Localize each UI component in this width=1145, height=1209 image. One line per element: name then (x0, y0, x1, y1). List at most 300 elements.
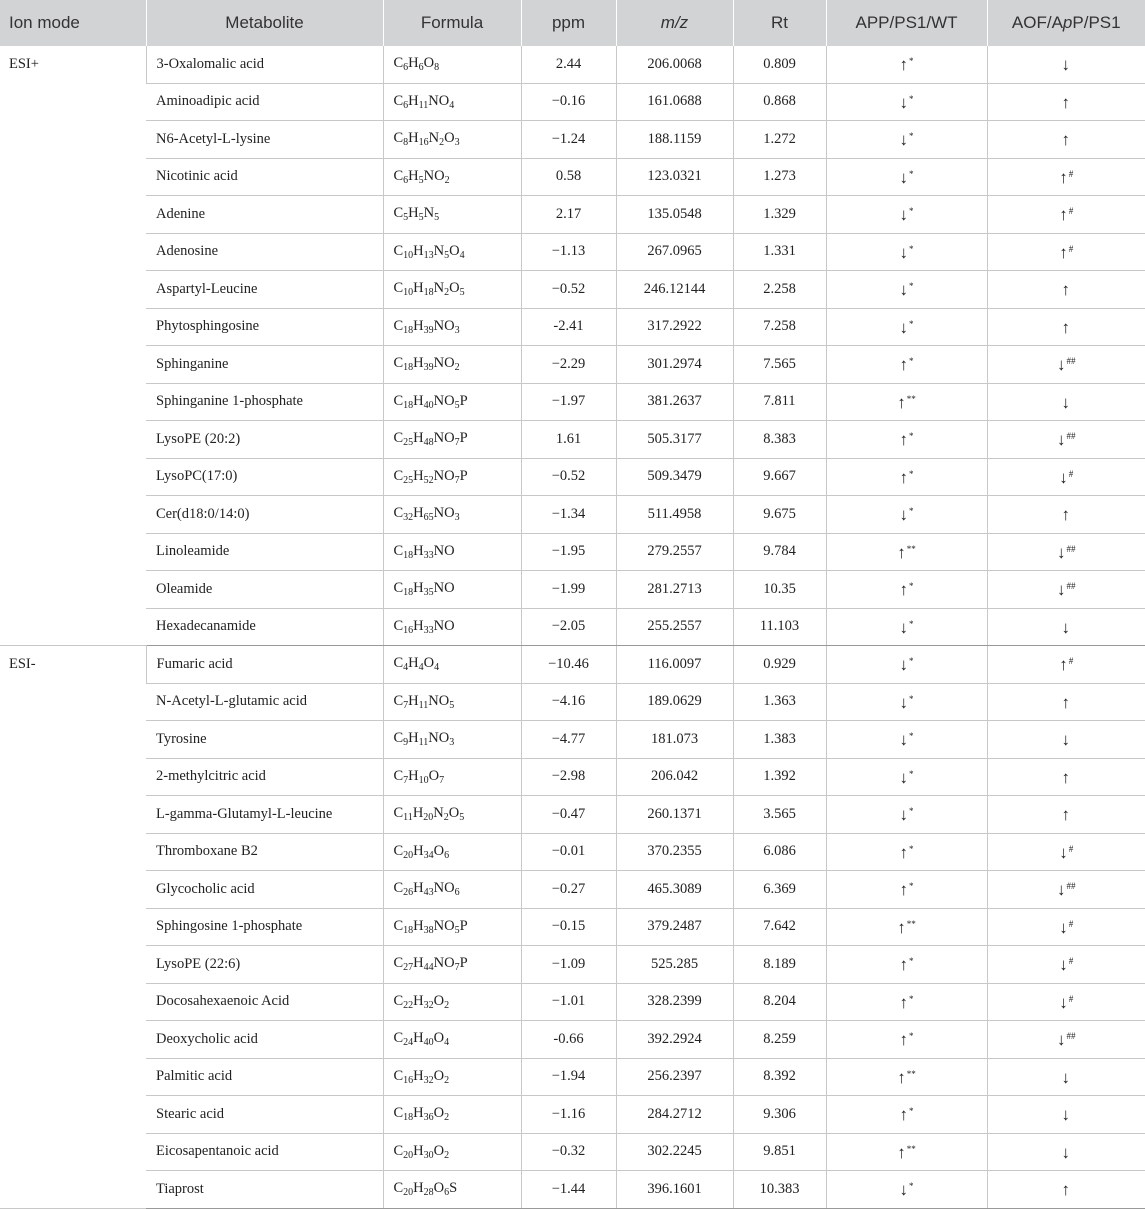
formula-subscript: 26 (403, 887, 414, 899)
formula-element: C (393, 767, 404, 784)
aof-app-ps1-cell (987, 1058, 1145, 1096)
metabolite-cell: LysoPC(17:0) (146, 458, 383, 496)
table-row (0, 833, 1145, 871)
mz-cell: 317.2922 (616, 308, 733, 346)
formula-subscript: 18 (403, 587, 414, 599)
table-row (0, 308, 1145, 346)
aof-app-ps1-cell (987, 1021, 1145, 1059)
rt-cell: 1.363 (733, 683, 826, 721)
app-ps1-wt-cell (826, 571, 987, 609)
mz-cell: 123.0321 (616, 158, 733, 196)
header-app-ps1-wt: APP/PS1/WT (826, 0, 987, 46)
down-arrow-icon: ↓ (1061, 730, 1070, 750)
formula-element: NO (433, 505, 455, 522)
down-arrow-icon: ↓ (899, 242, 908, 262)
formula-subscript: 16 (403, 624, 414, 636)
formula-element: H (413, 505, 424, 522)
formula-subscript: 7 (403, 699, 409, 711)
aof-app-ps1-cell (987, 383, 1145, 421)
up-arrow-icon: ↑ (1061, 692, 1070, 712)
formula-element: C (393, 880, 404, 897)
formula-element: NO (428, 730, 450, 747)
formula-subscript: 10 (418, 774, 429, 786)
ppm-cell: −1.13 (521, 233, 616, 271)
formula-element: H (408, 167, 419, 184)
table-row (0, 46, 1145, 83)
metabolite-cell: LysoPE (20:2) (146, 421, 383, 459)
formula-subscript: 40 (423, 1037, 434, 1049)
app-ps1-wt-cell (826, 421, 987, 459)
down-arrow-icon: ↓ (1061, 1105, 1070, 1125)
ppm-cell: −1.24 (521, 121, 616, 159)
down-arrow-icon: ↓ (1061, 55, 1070, 75)
ppm-cell: -0.66 (521, 1021, 616, 1059)
down-arrow-icon: ↓ (1057, 1030, 1066, 1050)
up-arrow-icon: ↑ (899, 1105, 908, 1125)
significance-mark: # (1068, 243, 1074, 254)
metabolite-cell: 2-methylcitric acid (146, 758, 383, 796)
formula-element: O (433, 1105, 445, 1122)
rt-cell: 1.383 (733, 721, 826, 759)
header-metabolite: Metabolite (146, 0, 383, 46)
formula-subscript: 7 (454, 437, 460, 449)
formula-element: H (413, 392, 424, 409)
metabolite-cell: Nicotinic acid (146, 158, 383, 196)
significance-mark: ** (906, 918, 916, 929)
formula-element: C (393, 842, 404, 859)
significance-mark: * (909, 993, 914, 1004)
mz-cell: 188.1159 (616, 121, 733, 159)
formula-cell (383, 46, 521, 83)
formula-element: N (433, 805, 444, 822)
formula-element: O (423, 55, 435, 72)
formula-element: C (393, 467, 404, 484)
mz-cell: 511.4958 (616, 496, 733, 534)
formula-subscript: 7 (454, 962, 460, 974)
metabolite-cell: Aspartyl-Leucine (146, 271, 383, 309)
formula-cell (383, 758, 521, 796)
down-arrow-icon: ↓ (1057, 580, 1066, 600)
formula-element: H (413, 992, 424, 1009)
aof-app-ps1-cell (987, 758, 1145, 796)
formula-element: H (413, 617, 424, 634)
app-ps1-wt-cell (826, 271, 987, 309)
table-row (0, 383, 1145, 421)
mz-cell: 255.2557 (616, 608, 733, 646)
significance-mark: ## (1066, 581, 1076, 592)
metabolite-cell: Aminoadipic acid (146, 83, 383, 121)
formula-element: C (393, 130, 404, 147)
aof-app-ps1-cell (987, 533, 1145, 571)
metabolite-cell: Fumaric acid (146, 646, 383, 684)
app-ps1-wt-cell (826, 1096, 987, 1134)
up-arrow-icon: ↑ (899, 580, 908, 600)
formula-cell (383, 908, 521, 946)
formula-element: NO (433, 392, 455, 409)
table-row (0, 1058, 1145, 1096)
rt-cell: 7.565 (733, 346, 826, 384)
table-row (0, 796, 1145, 834)
formula-subscript: 11 (418, 99, 429, 111)
formula-element: N (433, 280, 445, 297)
down-arrow-icon: ↓ (1059, 917, 1068, 937)
formula-element: H (408, 55, 419, 72)
formula-element: NO (433, 580, 455, 597)
significance-mark: ## (1066, 431, 1076, 442)
formula-element: C (393, 1105, 404, 1122)
formula-element: C (393, 955, 404, 972)
ppm-cell: −2.29 (521, 346, 616, 384)
formula-element: O (448, 805, 460, 822)
header-aof-app-ps1 (987, 0, 1145, 46)
significance-mark: * (909, 356, 914, 367)
formula-element: H (408, 730, 419, 747)
app-ps1-wt-cell (826, 346, 987, 384)
significance-mark: * (909, 168, 914, 179)
up-arrow-icon: ↑ (899, 992, 908, 1012)
mz-cell: 206.0068 (616, 46, 733, 83)
up-arrow-icon: ↑ (1061, 805, 1070, 825)
ppm-cell: −0.16 (521, 83, 616, 121)
formula-cell (383, 683, 521, 721)
formula-cell (383, 571, 521, 609)
formula-cell (383, 346, 521, 384)
formula-subscript: 4 (434, 662, 440, 674)
significance-mark: * (909, 206, 914, 217)
formula-subscript: 16 (418, 137, 429, 149)
formula-cell (383, 121, 521, 159)
formula-element: P (459, 955, 468, 972)
aof-app-ps1-cell (987, 83, 1145, 121)
down-arrow-icon: ↓ (1061, 392, 1070, 412)
formula-subscript: 28 (423, 1187, 434, 1199)
app-ps1-wt-cell (826, 721, 987, 759)
aof-app-ps1-cell (987, 1096, 1145, 1134)
table-row (0, 571, 1145, 609)
metabolite-cell: Eicosapentanoic acid (146, 1133, 383, 1171)
aof-app-ps1-cell (987, 983, 1145, 1021)
formula-element: C (393, 1067, 404, 1084)
formula-subscript: 9 (403, 737, 409, 749)
formula-element: H (408, 692, 419, 709)
formula-element: NO (433, 617, 455, 634)
formula-subscript: 34 (423, 849, 434, 861)
aof-app-ps1-cell (987, 721, 1145, 759)
ppm-cell: −4.77 (521, 721, 616, 759)
down-arrow-icon: ↓ (899, 167, 908, 187)
rt-cell: 1.331 (733, 233, 826, 271)
metabolite-cell: Stearic acid (146, 1096, 383, 1134)
rt-cell: 9.306 (733, 1096, 826, 1134)
formula-element: H (413, 430, 424, 447)
ppm-cell: 2.17 (521, 196, 616, 234)
table-row (0, 721, 1145, 759)
significance-mark: ## (1066, 881, 1076, 892)
up-arrow-icon: ↑ (1059, 242, 1068, 262)
formula-element: C (393, 205, 404, 222)
significance-mark: * (909, 881, 914, 892)
formula-element: P (459, 917, 468, 934)
app-ps1-wt-cell (826, 1171, 987, 1209)
rt-cell: 10.383 (733, 1171, 826, 1209)
formula-subscript: 39 (423, 362, 434, 374)
table-row (0, 608, 1145, 646)
rt-cell: 9.675 (733, 496, 826, 534)
formula-element: H (413, 842, 424, 859)
aof-app-ps1-cell (987, 233, 1145, 271)
ppm-cell: −10.46 (521, 646, 616, 684)
formula-element: C (393, 430, 404, 447)
formula-element: N (423, 205, 435, 222)
mz-cell: 465.3089 (616, 871, 733, 909)
formula-subscript: 6 (403, 62, 409, 74)
formula-cell (383, 383, 521, 421)
up-arrow-icon: ↑ (1059, 655, 1068, 675)
formula-subscript: 5 (403, 212, 409, 224)
significance-mark: ## (1066, 543, 1076, 554)
significance-mark: * (909, 731, 914, 742)
mz-cell: 301.2974 (616, 346, 733, 384)
down-arrow-icon: ↓ (1059, 992, 1068, 1012)
rt-cell: 0.809 (733, 46, 826, 83)
significance-mark: * (909, 131, 914, 142)
down-arrow-icon: ↓ (1061, 617, 1070, 637)
significance-mark: * (909, 1181, 914, 1192)
formula-subscript: 25 (403, 474, 414, 486)
app-ps1-wt-cell (826, 946, 987, 984)
formula-cell (383, 833, 521, 871)
table-row (0, 1171, 1145, 1209)
formula-element: H (413, 917, 424, 934)
formula-subscript: 2 (439, 137, 445, 149)
ion-mode-cell: ESI+ (0, 46, 146, 646)
down-arrow-icon: ↓ (899, 1180, 908, 1200)
formula-element: H (413, 880, 424, 897)
aof-app-ps1-cell (987, 871, 1145, 909)
formula-subscript: 36 (423, 1112, 434, 1124)
up-arrow-icon: ↑ (897, 917, 906, 937)
aof-app-ps1-cell (987, 271, 1145, 309)
metabolite-cell: Phytosphingosine (146, 308, 383, 346)
down-arrow-icon: ↓ (1057, 542, 1066, 562)
formula-subscript: 6 (454, 887, 460, 899)
up-arrow-icon: ↑ (899, 1030, 908, 1050)
formula-subscript: 65 (423, 512, 434, 524)
rt-cell: 2.258 (733, 271, 826, 309)
formula-subscript: 18 (423, 287, 434, 299)
up-arrow-icon: ↑ (899, 355, 908, 375)
mz-cell: 284.2712 (616, 1096, 733, 1134)
mz-cell: 116.0097 (616, 646, 733, 684)
formula-cell (383, 1058, 521, 1096)
significance-mark: # (1068, 468, 1074, 479)
ppm-cell: −0.15 (521, 908, 616, 946)
formula-element: C (393, 280, 404, 297)
formula-element: C (393, 992, 404, 1009)
formula-subscript: 44 (423, 962, 434, 974)
down-arrow-icon: ↓ (899, 317, 908, 337)
formula-element: C (393, 242, 404, 259)
formula-subscript: 32 (403, 512, 414, 524)
significance-mark: ## (1066, 1031, 1076, 1042)
ppm-cell: −1.44 (521, 1171, 616, 1209)
app-ps1-wt-cell (826, 758, 987, 796)
mz-cell: 161.0688 (616, 83, 733, 121)
up-arrow-icon: ↑ (1061, 505, 1070, 525)
metabolite-cell: LysoPE (22:6) (146, 946, 383, 984)
mz-cell: 396.1601 (616, 1171, 733, 1209)
formula-subscript: 32 (423, 1074, 434, 1086)
app-ps1-wt-cell (826, 233, 987, 271)
significance-mark: * (909, 281, 914, 292)
formula-subscript: 16 (403, 1074, 414, 1086)
formula-subscript: 18 (403, 549, 414, 561)
metabolite-cell: N6-Acetyl-L-lysine (146, 121, 383, 159)
formula-element: NO (433, 355, 455, 372)
up-arrow-icon: ↑ (1059, 205, 1068, 225)
table-row (0, 458, 1145, 496)
significance-mark: * (909, 431, 914, 442)
down-arrow-icon: ↓ (1057, 355, 1066, 375)
formula-element: C (393, 1180, 404, 1197)
formula-element: C (393, 580, 404, 597)
formula-element: C (393, 655, 404, 672)
aof-app-ps1-cell (987, 1171, 1145, 1209)
significance-mark: # (1068, 993, 1074, 1004)
app-ps1-wt-cell (826, 1058, 987, 1096)
down-arrow-icon: ↓ (899, 505, 908, 525)
table-row (0, 1096, 1145, 1134)
table-body (0, 46, 1145, 1208)
significance-mark: * (909, 581, 914, 592)
app-ps1-wt-cell (826, 46, 987, 83)
formula-element: C (393, 92, 404, 109)
formula-subscript: 3 (454, 512, 460, 524)
down-arrow-icon: ↓ (899, 730, 908, 750)
formula-subscript: 7 (403, 774, 409, 786)
formula-element: N (433, 242, 445, 259)
aof-app-ps1-cell (987, 196, 1145, 234)
significance-mark: # (1068, 168, 1074, 179)
app-ps1-wt-cell (826, 908, 987, 946)
mz-cell: 206.042 (616, 758, 733, 796)
formula-subscript: 4 (459, 249, 465, 261)
formula-cell (383, 1133, 521, 1171)
formula-element: H (413, 1105, 424, 1122)
formula-subscript: 2 (454, 362, 460, 374)
down-arrow-icon: ↓ (899, 692, 908, 712)
formula-subscript: 8 (434, 62, 440, 74)
down-arrow-icon: ↓ (899, 655, 908, 675)
app-ps1-wt-cell (826, 383, 987, 421)
formula-element: N (428, 130, 440, 147)
significance-mark: ** (906, 543, 916, 554)
formula-cell (383, 608, 521, 646)
aof-app-ps1-cell (987, 833, 1145, 871)
mz-cell: 281.2713 (616, 571, 733, 609)
formula-subscript: 2 (443, 812, 449, 824)
metabolite-cell: N-Acetyl-L-glutamic acid (146, 683, 383, 721)
ppm-cell: −1.97 (521, 383, 616, 421)
formula-subscript: 6 (444, 849, 450, 861)
significance-mark: * (909, 318, 914, 329)
mz-cell: 256.2397 (616, 1058, 733, 1096)
formula-element: C (393, 392, 404, 409)
formula-element: NO (433, 880, 455, 897)
metabolite-cell: Linoleamide (146, 533, 383, 571)
formula-subscript: 5 (418, 174, 424, 186)
down-arrow-icon: ↓ (899, 280, 908, 300)
rt-cell: 6.369 (733, 871, 826, 909)
rt-cell: 8.189 (733, 946, 826, 984)
formula-cell (383, 233, 521, 271)
formula-subscript: 4 (444, 1037, 450, 1049)
formula-subscript: 27 (403, 962, 414, 974)
formula-cell (383, 721, 521, 759)
rt-cell: 1.272 (733, 121, 826, 159)
formula-element: O (433, 1180, 445, 1197)
formula-element: O (444, 130, 455, 147)
formula-subscript: 3 (454, 137, 460, 149)
aof-app-ps1-cell (987, 908, 1145, 946)
formula-cell (383, 271, 521, 309)
rt-cell: 1.329 (733, 196, 826, 234)
ppm-cell: 0.58 (521, 158, 616, 196)
formula-subscript: 38 (423, 924, 434, 936)
formula-subscript: 20 (423, 812, 434, 824)
up-arrow-icon: ↑ (897, 392, 906, 412)
formula-subscript: 10 (403, 249, 414, 261)
rt-cell: 6.086 (733, 833, 826, 871)
formula-subscript: 48 (423, 437, 434, 449)
aof-app-ps1-cell (987, 121, 1145, 159)
mz-cell: 267.0965 (616, 233, 733, 271)
formula-element: C (393, 730, 404, 747)
up-arrow-icon: ↑ (1059, 167, 1068, 187)
formula-element: C (393, 917, 404, 934)
significance-mark: ** (906, 393, 916, 404)
up-arrow-icon: ↑ (899, 955, 908, 975)
formula-element: C (393, 167, 404, 184)
significance-mark: # (1068, 956, 1074, 967)
table-row (0, 683, 1145, 721)
ppm-cell: −1.01 (521, 983, 616, 1021)
mz-cell: 189.0629 (616, 683, 733, 721)
metabolite-cell: Adenosine (146, 233, 383, 271)
significance-mark: * (909, 1106, 914, 1117)
rt-cell: 9.851 (733, 1133, 826, 1171)
formula-element: C (393, 55, 404, 72)
significance-mark: * (909, 956, 914, 967)
rt-cell: 8.259 (733, 1021, 826, 1059)
metabolite-cell: Sphinganine (146, 346, 383, 384)
formula-subscript: 11 (418, 737, 429, 749)
formula-subscript: 5 (454, 399, 460, 411)
app-ps1-wt-cell (826, 121, 987, 159)
formula-subscript: 2 (444, 1074, 450, 1086)
formula-element: H (408, 205, 419, 222)
app-ps1-wt-cell (826, 533, 987, 571)
formula-subscript: 5 (459, 812, 465, 824)
metabolite-cell: Docosahexaenoic Acid (146, 983, 383, 1021)
formula-subscript: 33 (423, 549, 434, 561)
significance-mark: * (909, 656, 914, 667)
significance-mark: * (909, 243, 914, 254)
table-row (0, 83, 1145, 121)
aof-app-ps1-cell (987, 346, 1145, 384)
app-ps1-wt-cell (826, 833, 987, 871)
formula-subscript: 11 (418, 699, 429, 711)
